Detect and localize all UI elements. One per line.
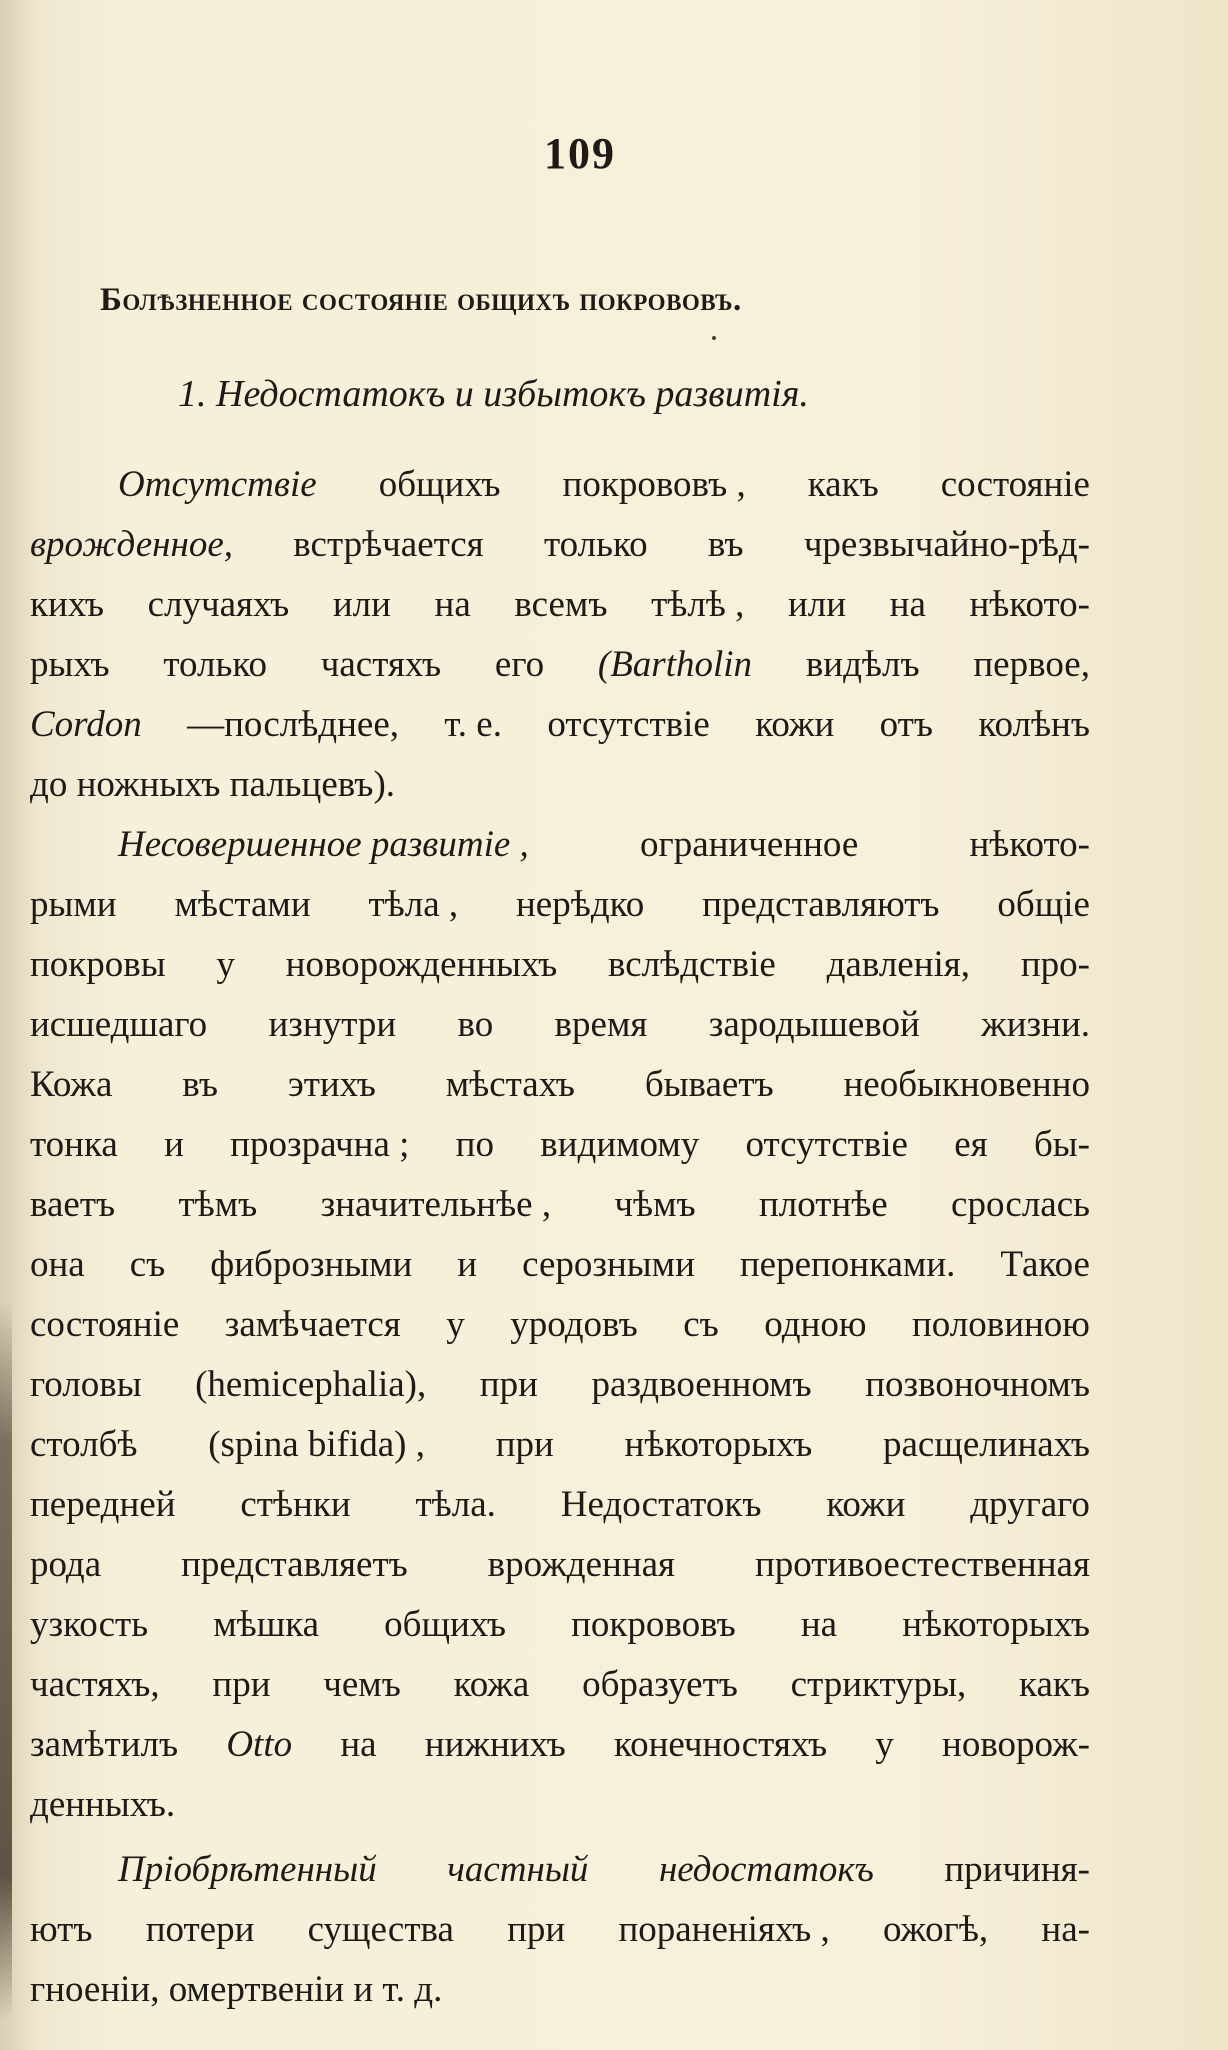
text-word: на <box>434 584 471 625</box>
text-word: общихъ <box>384 1604 506 1645</box>
text-line <box>30 1295 1090 1355</box>
text-word: уродовъ <box>510 1304 638 1345</box>
text-word: замѣчается <box>224 1304 401 1345</box>
text-word: по <box>455 1124 494 1165</box>
text-word: во <box>457 1004 494 1045</box>
text-word: рыхъ <box>30 644 110 685</box>
text-word: врожденная <box>487 1544 676 1585</box>
text-word: исшедшаго <box>30 1004 208 1045</box>
text-word: и <box>164 1124 184 1165</box>
text-word: видимому <box>540 1124 700 1165</box>
text-word: у <box>875 1724 894 1765</box>
text-word: время <box>554 1004 648 1045</box>
text-word: частяхъ <box>320 644 442 685</box>
text-line <box>30 1055 1090 1115</box>
text-word: отсутствіе <box>547 704 710 745</box>
text-line <box>30 1175 1090 1235</box>
text-word: другаго <box>970 1484 1090 1525</box>
text-word: зародышевой <box>708 1004 920 1045</box>
text-word: въ <box>182 1064 218 1105</box>
text-word: конечностяхъ <box>614 1724 828 1765</box>
text-line <box>30 1235 1090 1295</box>
page-number: 109 <box>544 129 616 178</box>
text-word: состояніе <box>940 464 1090 505</box>
text-word: общіе <box>997 884 1090 925</box>
text-word: представляютъ <box>702 884 940 925</box>
text-word: —послѣднее, <box>187 704 400 745</box>
text-line <box>30 635 1090 695</box>
text-word: т. е. <box>444 704 502 745</box>
text-word: отсутствіе <box>745 1124 908 1165</box>
text-word: новорожденныхъ <box>285 944 558 985</box>
text-word: гноеніи, омертвеніи и т. д. <box>30 1969 443 2010</box>
text-line <box>30 1775 1090 1835</box>
text-line <box>30 1960 1090 2020</box>
text-word: покровы <box>30 944 166 985</box>
text-word: на- <box>1041 1909 1090 1950</box>
text-word: раздвоенномъ <box>591 1364 812 1405</box>
text-line <box>118 1840 1090 1900</box>
text-word: фиброзными <box>210 1244 413 1285</box>
text-word: и <box>457 1244 478 1285</box>
text-word: пораненіяхъ , <box>618 1909 830 1950</box>
text-line <box>118 455 1090 515</box>
text-word: покрововъ , <box>562 464 746 505</box>
text-word: только <box>163 644 267 685</box>
text-word: плотнѣе <box>758 1184 888 1225</box>
text-word: кожи <box>755 704 835 745</box>
text-word: мѣстахъ <box>445 1064 575 1105</box>
text-word: первое, <box>973 644 1090 685</box>
text-line <box>30 1595 1090 1655</box>
text-word: или <box>787 584 847 625</box>
text-word: чемъ <box>323 1664 401 1705</box>
text-word: представляетъ <box>181 1544 408 1585</box>
text-word: прозрачна ; <box>230 1124 410 1165</box>
text-word: (spina bifida) , <box>208 1424 425 1465</box>
text-word: Кожа <box>30 1064 113 1105</box>
text-word: тѣла , <box>368 884 459 925</box>
text-word: изнутри <box>268 1004 397 1045</box>
text-word: образуетъ <box>582 1664 738 1705</box>
text-line <box>30 1475 1090 1535</box>
text-word: у <box>216 944 235 985</box>
text-line <box>30 935 1090 995</box>
text-word: противоестественная <box>754 1544 1090 1585</box>
text-word: давленія, <box>826 944 971 985</box>
text-word: съ <box>683 1304 719 1345</box>
text-word: Otto <box>226 1724 293 1765</box>
text-word: (Bartholin <box>597 644 753 685</box>
text-line <box>30 1900 1090 1960</box>
text-word: при <box>495 1424 554 1465</box>
text-word: чѣмъ <box>614 1184 696 1225</box>
text-word: головы <box>30 1364 142 1405</box>
text-word: кихъ <box>30 584 104 625</box>
text-line <box>30 1655 1090 1715</box>
text-line <box>30 695 1090 755</box>
text-word: ваетъ <box>30 1184 116 1225</box>
text-word: узкость <box>30 1604 149 1645</box>
text-word: Отсутствіе <box>118 464 317 505</box>
text-line <box>30 1535 1090 1595</box>
text-word: общихъ <box>378 464 501 505</box>
section-heading: Болѣзненное состояніе общихъ покрововъ. <box>100 282 742 318</box>
text-word: чрезвычайно-рѣд- <box>803 524 1090 565</box>
text-word: она <box>30 1244 85 1285</box>
text-line <box>30 755 1090 815</box>
text-line <box>30 575 1090 635</box>
page-edge-shadow <box>0 1300 12 2020</box>
text-word: нижнихъ <box>424 1724 566 1765</box>
text-word: его <box>494 644 545 685</box>
text-word: рода <box>30 1544 102 1585</box>
text-word: ютъ <box>30 1909 93 1950</box>
text-word: колѣнъ <box>978 704 1090 745</box>
text-word: тѣлѣ , <box>651 584 745 625</box>
text-word: Пріобрѣтенный <box>118 1849 377 1890</box>
text-line <box>30 875 1090 935</box>
text-word: серозными <box>522 1244 695 1285</box>
text-word: нѣкоторыхъ <box>624 1424 813 1465</box>
text-word: половиною <box>911 1304 1090 1345</box>
text-line <box>30 1415 1090 1475</box>
text-word: необыкновенно <box>843 1064 1090 1105</box>
text-word: недостатокъ <box>658 1849 874 1890</box>
text-word: вслѣдствіе <box>608 944 776 985</box>
text-word: встрѣчается <box>293 524 484 565</box>
text-word: рыми <box>30 884 117 925</box>
text-word: частный <box>447 1849 589 1890</box>
text-word: тонка <box>30 1124 118 1165</box>
text-word: тѣла. <box>415 1484 496 1525</box>
text-word: замѣтилъ <box>30 1724 179 1765</box>
text-word: жизни. <box>981 1004 1090 1045</box>
text-word: передней <box>30 1484 176 1525</box>
text-word: расщелинахъ <box>882 1424 1090 1465</box>
text-word: ея <box>954 1124 988 1165</box>
text-word: мѣстами <box>174 884 311 925</box>
text-word: одною <box>764 1304 867 1345</box>
text-word: (hemicephalia), <box>195 1364 427 1405</box>
text-word: какъ <box>807 464 879 505</box>
text-word: Недостатокъ <box>560 1484 762 1525</box>
text-word: нѣкото- <box>969 584 1090 625</box>
text-word: у <box>446 1304 465 1345</box>
text-word: или <box>332 584 391 625</box>
print-speck <box>712 336 716 340</box>
text-word: какъ <box>1019 1664 1090 1705</box>
text-word: денныхъ. <box>30 1784 176 1825</box>
text-word: съ <box>129 1244 166 1285</box>
subsection-heading: 1. Недостатокъ и избытокъ развитія. <box>178 373 809 415</box>
text-word: на <box>889 584 926 625</box>
text-line <box>30 995 1090 1055</box>
text-word: случаяхъ <box>147 584 290 625</box>
text-word: стѣнки <box>240 1484 351 1525</box>
text-word: кожа <box>453 1664 530 1705</box>
text-word: этихъ <box>287 1064 376 1105</box>
text-word: причиня- <box>944 1849 1090 1890</box>
text-word: нѣкоторыхъ <box>902 1604 1090 1645</box>
text-word: до ножныхъ пальцевъ). <box>30 764 396 805</box>
text-word: отъ <box>879 704 933 745</box>
text-line <box>30 1355 1090 1415</box>
text-line <box>118 815 1090 875</box>
text-word: про- <box>1020 944 1090 985</box>
text-word: врожденное, <box>30 524 234 565</box>
text-line <box>30 1715 1090 1775</box>
text-word: значительнѣе , <box>320 1184 552 1225</box>
text-line <box>30 1115 1090 1175</box>
text-word: бываетъ <box>644 1064 774 1105</box>
text-word: при <box>479 1364 538 1405</box>
text-word: существа <box>307 1909 454 1950</box>
text-word: потери <box>145 1909 255 1950</box>
text-word: въ <box>707 524 744 565</box>
text-word: новорож- <box>942 1724 1090 1765</box>
text-word: мѣшка <box>213 1604 320 1645</box>
text-word: кожи <box>826 1484 906 1525</box>
text-word: при <box>212 1664 271 1705</box>
text-word: состояніе <box>30 1304 180 1345</box>
text-word: столбѣ <box>30 1424 138 1465</box>
text-word: всемъ <box>514 584 608 625</box>
text-word: покрововъ <box>571 1604 736 1645</box>
text-word: видѣлъ <box>805 644 920 685</box>
text-word: частяхъ, <box>30 1664 160 1705</box>
text-word: позвоночномъ <box>865 1364 1090 1405</box>
text-word: ожогѣ, <box>882 1909 989 1950</box>
text-word: Такое <box>1000 1244 1090 1285</box>
text-word: тѣмъ <box>178 1184 258 1225</box>
text-word: нѣкото- <box>969 824 1090 865</box>
text-word: на <box>340 1724 377 1765</box>
text-line <box>30 515 1090 575</box>
text-word: при <box>507 1909 566 1950</box>
text-word: нерѣдко <box>516 884 645 925</box>
text-word: только <box>543 524 648 565</box>
text-word: срослась <box>951 1184 1090 1225</box>
text-word: Cordon <box>30 704 142 745</box>
text-word: стриктуры, <box>790 1664 967 1705</box>
text-word: перепонками. <box>739 1244 956 1285</box>
text-word: на <box>800 1604 838 1645</box>
text-word: бы- <box>1033 1124 1090 1165</box>
text-word: Несовершенное развитіе , <box>118 824 529 865</box>
text-word: ограниченное <box>640 824 859 865</box>
